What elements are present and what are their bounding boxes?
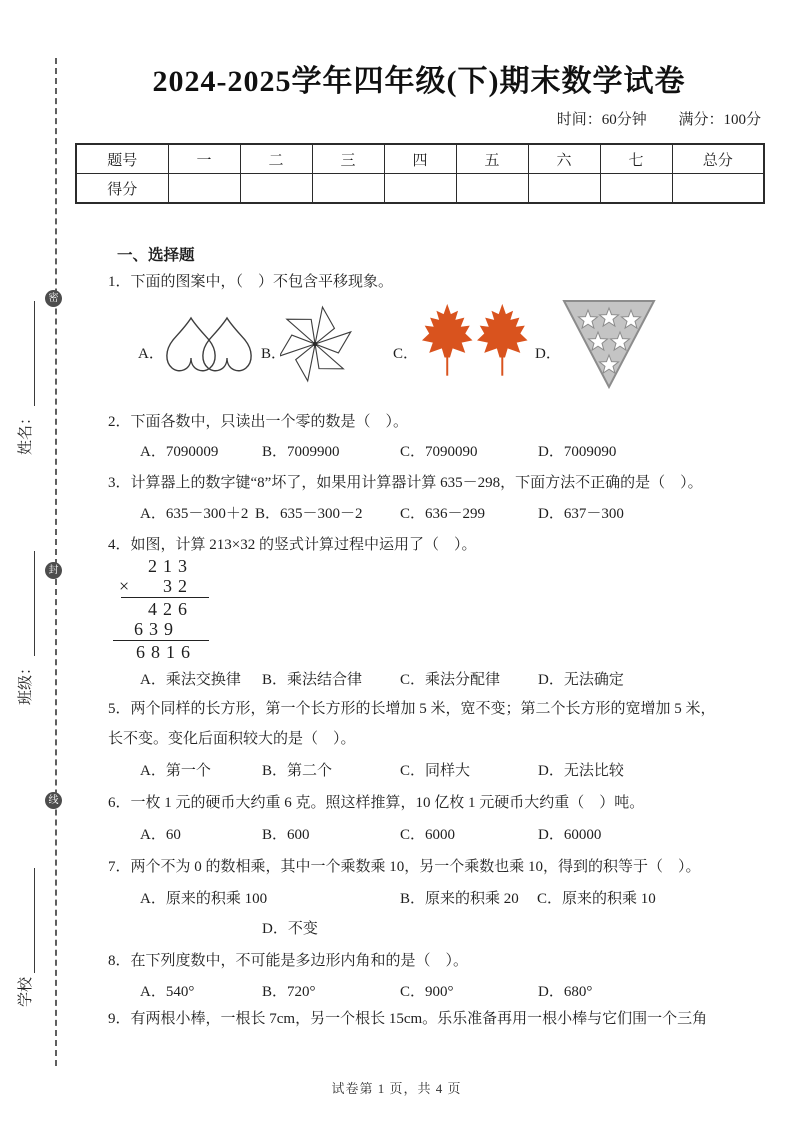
question-7 xyxy=(108,855,701,876)
time-limit: 时间：60分钟 xyxy=(556,112,647,128)
question-text: 长不变。变化后面积较大的是（ ）。 xyxy=(108,731,356,747)
option-d: D．680° xyxy=(538,984,593,1000)
question-1 xyxy=(108,270,393,291)
option-c: C．原来的积乘 10 xyxy=(537,891,656,907)
name-field xyxy=(15,285,35,455)
question-number: 2． xyxy=(108,414,131,430)
question-3-options xyxy=(75,502,763,522)
question-3 xyxy=(108,471,703,492)
name-label: 姓名： xyxy=(18,409,34,455)
question-text: 下面各数中，只读出一个零的数是（ ）。 xyxy=(130,414,409,430)
figure-hearts-icon xyxy=(159,306,255,384)
question-number: 7． xyxy=(108,859,131,875)
option-b: B．600 xyxy=(262,827,310,843)
content-column xyxy=(75,0,763,1122)
vertical-multiplication xyxy=(113,556,209,662)
option-a: A．7090009 xyxy=(140,444,219,460)
question-7-options-row-2 xyxy=(75,917,763,937)
score-cell xyxy=(384,174,456,204)
option-b: B．635－300－2 xyxy=(255,506,363,522)
figure-star-triangle-icon xyxy=(561,298,657,390)
option-c: C．6000 xyxy=(400,827,456,843)
option-a: A．635－300＋2 xyxy=(140,506,249,522)
option-c: C．7090090 xyxy=(400,444,478,460)
question-text: 计算器上的数字键“8”坏了，如果用计算器计算 635－298，下面方法不正确的是（ ）。 xyxy=(130,475,703,491)
header-cell: 题号 xyxy=(76,144,168,174)
question-8-options xyxy=(75,980,763,1000)
question-6-options xyxy=(75,823,763,843)
school-label: 学校 xyxy=(18,976,34,1007)
option-d: D．60000 xyxy=(538,827,602,843)
question-number: 4． xyxy=(108,537,131,553)
question-9 xyxy=(108,1007,707,1028)
question-number: 9． xyxy=(108,1011,131,1027)
score-cell xyxy=(456,174,528,204)
score-cell xyxy=(600,174,672,204)
option-c: C．同样大 xyxy=(400,763,471,779)
question-4 xyxy=(108,533,476,554)
header-cell: 总分 xyxy=(672,144,764,174)
multiplier: 32 xyxy=(163,576,193,596)
question-text: 有两根小棒，一根长 7cm，另一个根长 15cm。乐乐准备再用一根小棒与它们围一个三角 xyxy=(130,1011,708,1027)
score-cell xyxy=(672,174,764,204)
question-text: 两个不为 0 的数相乘，其中一个乘数乘 10，另一个乘数也乘 10，得到的积等于（ ）。 xyxy=(130,859,701,875)
score-table-score-row xyxy=(76,174,764,204)
option-b: B．第二个 xyxy=(262,763,333,779)
option-d: D．无法确定 xyxy=(538,672,624,688)
option-a: A．60 xyxy=(140,827,181,843)
score-table-header-row xyxy=(76,144,764,174)
question-2 xyxy=(108,410,408,431)
header-cell: 五 xyxy=(456,144,528,174)
exam-meta xyxy=(557,108,761,129)
option-label-b: B． xyxy=(261,346,287,362)
question-text: 如图，计算 213×32 的竖式计算过程中运用了（ ）。 xyxy=(130,537,477,553)
question-number: 5． xyxy=(108,701,131,717)
partial-product-2: 639 xyxy=(134,619,179,639)
option-b: B．7009900 xyxy=(262,444,340,460)
calc-rule-line xyxy=(113,640,209,641)
question-6 xyxy=(108,791,644,812)
partial-product-1: 426 xyxy=(148,599,193,619)
header-cell: 四 xyxy=(384,144,456,174)
product: 6816 xyxy=(136,642,196,662)
option-label-a: A． xyxy=(138,346,164,362)
option-d: D．7009090 xyxy=(538,444,617,460)
class-label: 班级： xyxy=(18,659,34,705)
header-cell: 七 xyxy=(600,144,672,174)
question-text: 一枚 1 元的硬币大约重 6 克。照这样推算，10 亿枚 1 元硬币大约重（ ）吨。 xyxy=(130,795,645,811)
option-a: A．第一个 xyxy=(140,763,211,779)
option-label-d: D． xyxy=(535,346,561,362)
score-cell xyxy=(312,174,384,204)
question-1-figures xyxy=(75,292,763,398)
calc-rule-line xyxy=(121,597,209,598)
question-5-options xyxy=(75,759,763,779)
option-b: B．原来的积乘 20 xyxy=(400,891,519,907)
section-heading: 一、选择题 xyxy=(117,247,195,264)
question-text: 在下列度数中，不可能是多边形内角和的是（ ）。 xyxy=(130,953,469,969)
seal-stamp-feng: 封 xyxy=(45,562,62,579)
question-number: 8． xyxy=(108,953,131,969)
option-c: C．636－299 xyxy=(400,506,486,522)
score-cell xyxy=(240,174,312,204)
class-field xyxy=(15,535,35,705)
option-a: A．540° xyxy=(140,984,195,1000)
question-number: 1． xyxy=(108,274,131,290)
option-a: A．乘法交换律 xyxy=(140,672,241,688)
question-2-options xyxy=(75,440,763,460)
figure-pinwheel-icon xyxy=(280,298,352,390)
question-number: 3． xyxy=(108,475,131,491)
question-5-line-1 xyxy=(108,697,716,718)
option-d: D．无法比较 xyxy=(538,763,624,779)
figure-maple-leaves-icon xyxy=(419,302,531,378)
question-4-options xyxy=(75,668,763,688)
header-cell: 六 xyxy=(528,144,600,174)
multiplier-row xyxy=(113,576,209,596)
question-7-options-row-1 xyxy=(75,887,763,907)
option-c: C．900° xyxy=(400,984,454,1000)
option-b: B．720° xyxy=(262,984,316,1000)
option-c: C．乘法分配律 xyxy=(400,672,501,688)
question-number: 6． xyxy=(108,795,131,811)
option-d: D．637－300 xyxy=(538,506,624,522)
question-8 xyxy=(108,949,468,970)
seal-stamp-xian: 线 xyxy=(45,792,62,809)
option-b: B．乘法结合律 xyxy=(262,672,363,688)
multiply-sign: × xyxy=(119,576,130,596)
score-row-label: 得分 xyxy=(76,174,168,204)
score-table xyxy=(75,143,765,204)
score-cell xyxy=(168,174,240,204)
header-cell: 二 xyxy=(240,144,312,174)
multiplicand: 213 xyxy=(148,556,193,576)
school-field xyxy=(15,837,35,1007)
page-footer: 试卷第 1 页，共 4 页 xyxy=(331,1081,462,1096)
full-score: 满分：100分 xyxy=(678,112,761,128)
question-5-line-2 xyxy=(108,727,356,748)
option-d: D．不变 xyxy=(262,921,318,937)
score-cell xyxy=(528,174,600,204)
school-blank-line xyxy=(20,868,35,973)
question-text: 两个同样的长方形，第一个长方形的长增加 5 米，宽不变；第二个长方形的宽增加 5 米， xyxy=(130,701,716,717)
seal-stamp-mi: 密 xyxy=(45,290,62,307)
header-cell: 三 xyxy=(312,144,384,174)
option-label-c: C． xyxy=(393,346,419,362)
exam-title: 2024-2025学年四年级(下)期末数学试卷 xyxy=(152,65,686,98)
name-blank-line xyxy=(20,301,35,406)
header-cell: 一 xyxy=(168,144,240,174)
class-blank-line xyxy=(20,551,35,656)
question-text: 下面的图案中，（ ）不包含平移现象。 xyxy=(130,274,394,290)
option-a: A．原来的积乘 100 xyxy=(140,891,268,907)
